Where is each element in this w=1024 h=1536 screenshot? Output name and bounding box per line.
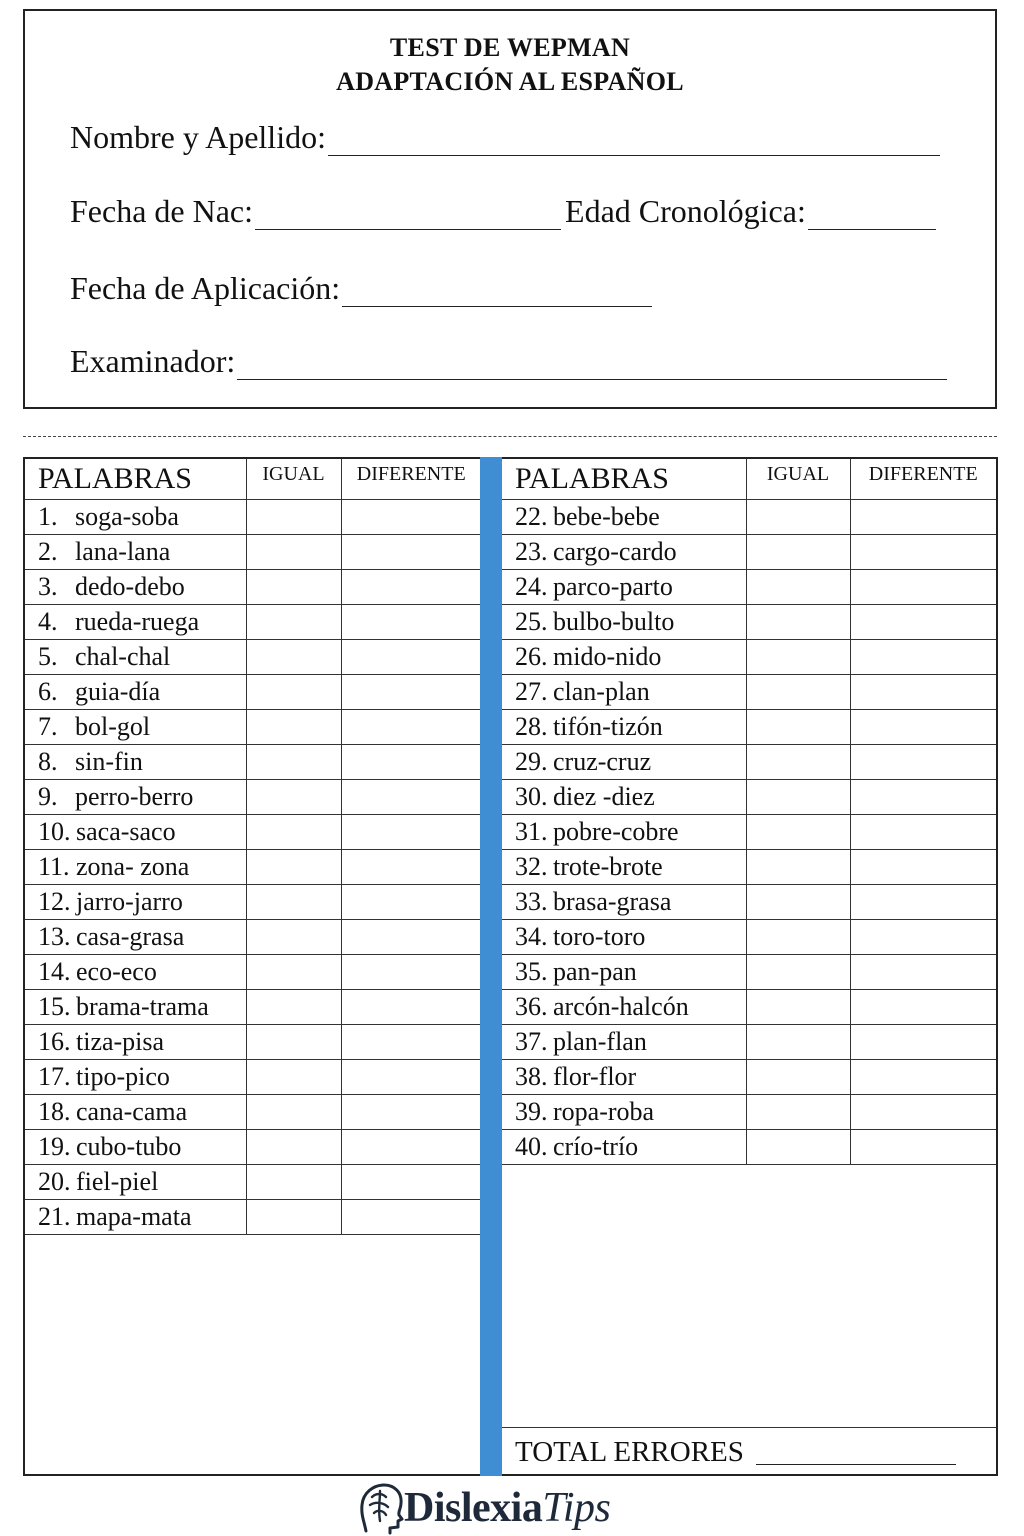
word-pair-cell	[502, 885, 746, 920]
word-pair: rueda-ruega	[75, 607, 200, 636]
table-row	[502, 850, 996, 885]
different-answer-cell[interactable]	[341, 605, 481, 640]
item-number: 26.	[515, 642, 548, 671]
word-pair-cell	[25, 885, 246, 920]
table-header-row	[25, 459, 481, 500]
word-pair: pan-pan	[553, 957, 637, 986]
different-answer-cell[interactable]	[850, 815, 996, 850]
word-pair: trote-brote	[553, 852, 663, 881]
item-number: 7.	[38, 712, 58, 741]
different-answer-cell[interactable]	[850, 780, 996, 815]
item-number: 23.	[515, 537, 548, 566]
name-label: Nombre y Apellido:	[70, 119, 326, 155]
table-row	[25, 1200, 481, 1235]
col-header-words: PALABRAS	[502, 459, 746, 500]
birth-line[interactable]	[255, 199, 561, 230]
table-row	[25, 1165, 481, 1200]
word-pair: flor-flor	[553, 1062, 637, 1091]
word-pair: crío-trío	[553, 1132, 639, 1161]
different-answer-cell[interactable]	[850, 1095, 996, 1130]
word-pair: diez -diez	[553, 782, 655, 811]
table-row	[502, 640, 996, 675]
item-number: 30.	[515, 782, 548, 811]
word-pair-cell	[502, 1095, 746, 1130]
different-answer-cell[interactable]	[341, 955, 481, 990]
different-answer-cell[interactable]	[341, 1060, 481, 1095]
center-divider-bar	[480, 457, 502, 1476]
col-header-same: IGUAL	[746, 459, 850, 500]
same-answer-cell[interactable]	[246, 605, 341, 640]
table-row	[502, 570, 996, 605]
table-row	[502, 1025, 996, 1060]
table-row	[25, 675, 481, 710]
word-pair: jarro-jarro	[76, 887, 183, 916]
different-answer-cell[interactable]	[341, 990, 481, 1025]
table-row	[25, 710, 481, 745]
same-answer-cell[interactable]	[746, 745, 850, 780]
item-number: 16.	[38, 1027, 71, 1056]
table-row	[502, 920, 996, 955]
same-answer-cell[interactable]	[246, 885, 341, 920]
table-row	[25, 640, 481, 675]
different-answer-cell[interactable]	[341, 710, 481, 745]
item-number: 28.	[515, 712, 548, 741]
birth-label: Fecha de Nac:	[70, 193, 254, 229]
word-pair: sin-fin	[75, 747, 143, 776]
same-answer-cell[interactable]	[246, 1200, 341, 1235]
name-line[interactable]	[328, 125, 940, 156]
different-answer-cell[interactable]	[341, 815, 481, 850]
table-row	[502, 500, 996, 535]
same-answer-cell[interactable]	[746, 675, 850, 710]
item-number: 3.	[38, 572, 58, 601]
word-pair-cell	[25, 850, 246, 885]
word-pair: pobre-cobre	[553, 817, 679, 846]
item-number: 5.	[38, 642, 58, 671]
word-pair-cell	[25, 780, 246, 815]
item-number: 20.	[38, 1167, 71, 1196]
word-pair: casa-grasa	[76, 922, 185, 951]
item-number: 32.	[515, 852, 548, 881]
table-row	[25, 1095, 481, 1130]
same-answer-cell[interactable]	[246, 990, 341, 1025]
same-answer-cell[interactable]	[246, 815, 341, 850]
same-answer-cell[interactable]	[746, 1060, 850, 1095]
table-row	[502, 955, 996, 990]
table-row	[502, 885, 996, 920]
different-answer-cell[interactable]	[341, 640, 481, 675]
different-answer-cell[interactable]	[341, 1025, 481, 1060]
item-number: 38.	[515, 1062, 548, 1091]
same-answer-cell[interactable]	[246, 1165, 341, 1200]
total-errors-label: TOTAL ERRORES	[515, 1435, 744, 1468]
different-answer-cell[interactable]	[850, 710, 996, 745]
word-pair: bebe-bebe	[553, 502, 660, 531]
table-row	[25, 570, 481, 605]
same-answer-cell[interactable]	[746, 850, 850, 885]
table-row	[502, 675, 996, 710]
same-answer-cell[interactable]	[746, 710, 850, 745]
item-number: 21.	[38, 1202, 71, 1231]
different-answer-cell[interactable]	[341, 570, 481, 605]
word-pair-cell	[502, 1060, 746, 1095]
same-answer-cell[interactable]	[246, 920, 341, 955]
word-pair-cell	[25, 955, 246, 990]
word-pair: plan-flan	[553, 1027, 647, 1056]
different-answer-cell[interactable]	[341, 745, 481, 780]
word-pair: bol-gol	[75, 712, 151, 741]
word-pair-cell	[25, 570, 246, 605]
different-answer-cell[interactable]	[850, 850, 996, 885]
item-number: 39.	[515, 1097, 548, 1126]
word-pair: tipo-pico	[76, 1062, 170, 1091]
word-pair-cell	[25, 710, 246, 745]
word-pair: cana-cama	[76, 1097, 188, 1126]
word-pair-cell	[502, 1130, 746, 1165]
word-pair: arcón-halcón	[553, 992, 689, 1021]
word-pair: guia-día	[75, 677, 161, 706]
table-row	[25, 885, 481, 920]
item-number: 1.	[38, 502, 58, 531]
col-header-words: PALABRAS	[25, 459, 246, 500]
item-number: 6.	[38, 677, 58, 706]
age-line[interactable]	[808, 199, 936, 230]
word-pair-cell	[25, 990, 246, 1025]
word-pair: ropa-roba	[553, 1097, 655, 1126]
item-number: 36.	[515, 992, 548, 1021]
table-row	[25, 780, 481, 815]
same-answer-cell[interactable]	[746, 1025, 850, 1060]
word-pair: cargo-cardo	[553, 537, 677, 566]
table-row	[25, 1130, 481, 1165]
different-answer-cell[interactable]	[850, 955, 996, 990]
item-number: 29.	[515, 747, 548, 776]
different-answer-cell[interactable]	[850, 605, 996, 640]
word-pair-cell	[502, 1025, 746, 1060]
word-pair: parco-parto	[553, 572, 673, 601]
word-pair-cell	[502, 920, 746, 955]
item-number: 34.	[515, 922, 548, 951]
table-row	[502, 605, 996, 640]
word-pair-cell	[25, 640, 246, 675]
same-answer-cell[interactable]	[246, 570, 341, 605]
word-pair-cell	[502, 745, 746, 780]
table-row	[25, 955, 481, 990]
application-line[interactable]	[342, 276, 652, 307]
word-pair-cell	[502, 850, 746, 885]
item-number: 10.	[38, 817, 71, 846]
word-pair: bulbo-bulto	[553, 607, 675, 636]
table-row	[502, 745, 996, 780]
same-answer-cell[interactable]	[246, 640, 341, 675]
total-errors-line[interactable]	[756, 1440, 956, 1465]
item-number: 35.	[515, 957, 548, 986]
word-pair-cell	[502, 990, 746, 1025]
different-answer-cell[interactable]	[850, 1025, 996, 1060]
head-brain-icon	[358, 1481, 404, 1535]
col-header-same: IGUAL	[246, 459, 341, 500]
left-word-table	[23, 457, 481, 1476]
same-answer-cell[interactable]	[746, 1095, 850, 1130]
word-pair: brama-trama	[76, 992, 209, 1021]
item-number: 13.	[38, 922, 71, 951]
word-pair-cell	[25, 1200, 246, 1235]
different-answer-cell[interactable]	[850, 1130, 996, 1165]
table-row	[25, 815, 481, 850]
examiner-label: Examinador:	[70, 343, 236, 379]
word-pair-cell	[502, 675, 746, 710]
item-number: 17.	[38, 1062, 71, 1091]
same-answer-cell[interactable]	[746, 1130, 850, 1165]
examiner-field	[70, 343, 947, 380]
different-answer-cell[interactable]	[850, 570, 996, 605]
word-pair: saca-saco	[76, 817, 176, 846]
same-answer-cell[interactable]	[746, 605, 850, 640]
same-answer-cell[interactable]	[246, 500, 341, 535]
logo	[358, 1480, 610, 1536]
name-field	[70, 119, 940, 156]
item-number: 15.	[38, 992, 71, 1021]
same-answer-cell[interactable]	[246, 1025, 341, 1060]
same-answer-cell[interactable]	[246, 535, 341, 570]
word-pair-cell	[25, 605, 246, 640]
word-pair: dedo-debo	[75, 572, 185, 601]
same-answer-cell[interactable]	[746, 885, 850, 920]
word-pair-cell	[25, 535, 246, 570]
col-header-different: DIFERENTE	[341, 459, 481, 500]
same-answer-cell[interactable]	[246, 675, 341, 710]
word-pair-cell	[502, 955, 746, 990]
word-pair: zona- zona	[76, 852, 190, 881]
different-answer-cell[interactable]	[341, 535, 481, 570]
item-number: 25.	[515, 607, 548, 636]
item-number: 4.	[38, 607, 58, 636]
same-answer-cell[interactable]	[246, 955, 341, 990]
word-pair: eco-eco	[76, 957, 157, 986]
table-row	[502, 990, 996, 1025]
different-answer-cell[interactable]	[850, 990, 996, 1025]
item-number: 31.	[515, 817, 548, 846]
table-row	[502, 1095, 996, 1130]
word-pair-cell	[502, 500, 746, 535]
word-pair-cell	[502, 605, 746, 640]
cut-line	[23, 436, 997, 437]
logo-wordmark	[404, 1484, 610, 1532]
table-row	[25, 535, 481, 570]
word-pair-cell	[502, 780, 746, 815]
item-number: 24.	[515, 572, 548, 601]
table-row	[502, 710, 996, 745]
item-number: 37.	[515, 1027, 548, 1056]
birth-field	[70, 193, 936, 230]
word-pair-cell	[25, 1165, 246, 1200]
examiner-line[interactable]	[237, 349, 947, 380]
different-answer-cell[interactable]	[341, 850, 481, 885]
different-answer-cell[interactable]	[850, 500, 996, 535]
table-row	[25, 745, 481, 780]
word-pair: mido-nido	[553, 642, 662, 671]
word-pair: mapa-mata	[76, 1202, 192, 1231]
table-row	[502, 1130, 996, 1165]
same-answer-cell[interactable]	[746, 815, 850, 850]
same-answer-cell[interactable]	[746, 570, 850, 605]
item-number: 40.	[515, 1132, 548, 1161]
item-number: 19.	[38, 1132, 71, 1161]
table-row	[25, 920, 481, 955]
different-answer-cell[interactable]	[850, 535, 996, 570]
table-row	[25, 990, 481, 1025]
table-row	[25, 500, 481, 535]
word-pair: brasa-grasa	[553, 887, 672, 916]
table-row	[25, 1060, 481, 1095]
different-answer-cell[interactable]	[341, 780, 481, 815]
table-row	[25, 605, 481, 640]
word-pair: soga-soba	[75, 502, 179, 531]
item-number: 8.	[38, 747, 58, 776]
different-answer-cell[interactable]	[341, 500, 481, 535]
total-errors	[502, 1427, 996, 1476]
different-answer-cell[interactable]	[850, 920, 996, 955]
word-pair-cell	[502, 570, 746, 605]
word-pair-cell	[25, 1025, 246, 1060]
application-label: Fecha de Aplicación:	[70, 270, 341, 306]
word-pair-cell	[502, 640, 746, 675]
different-answer-cell[interactable]	[341, 920, 481, 955]
word-pair-cell	[25, 745, 246, 780]
col-header-different: DIFERENTE	[850, 459, 996, 500]
word-pair: cruz-cruz	[553, 747, 652, 776]
header-box	[23, 9, 997, 409]
word-pair: toro-toro	[553, 922, 646, 951]
item-number: 11.	[38, 852, 70, 881]
same-answer-cell[interactable]	[246, 745, 341, 780]
word-pair: fiel-piel	[76, 1167, 159, 1196]
logo-brand-suffix: Tips	[542, 1485, 611, 1531]
same-answer-cell[interactable]	[746, 955, 850, 990]
table-row	[502, 1060, 996, 1095]
word-pair: chal-chal	[75, 642, 171, 671]
table-row	[502, 780, 996, 815]
same-answer-cell[interactable]	[246, 710, 341, 745]
different-answer-cell[interactable]	[850, 1060, 996, 1095]
same-answer-cell[interactable]	[246, 850, 341, 885]
same-answer-cell[interactable]	[746, 500, 850, 535]
item-number: 33.	[515, 887, 548, 916]
same-answer-cell[interactable]	[246, 780, 341, 815]
different-answer-cell[interactable]	[341, 885, 481, 920]
word-pair-cell	[25, 920, 246, 955]
word-pair: cubo-tubo	[76, 1132, 182, 1161]
table-row	[25, 850, 481, 885]
word-pair-cell	[502, 815, 746, 850]
same-answer-cell[interactable]	[746, 920, 850, 955]
same-answer-cell[interactable]	[746, 990, 850, 1025]
table-header-row	[502, 459, 996, 500]
word-pair: perro-berro	[75, 782, 194, 811]
same-answer-cell[interactable]	[246, 1130, 341, 1165]
item-number: 18.	[38, 1097, 71, 1126]
test-title: TEST DE WEPMAN	[389, 33, 631, 62]
different-answer-cell[interactable]	[850, 885, 996, 920]
same-answer-cell[interactable]	[746, 640, 850, 675]
item-number: 27.	[515, 677, 548, 706]
different-answer-cell[interactable]	[341, 675, 481, 710]
word-pair-cell	[502, 710, 746, 745]
word-pair: tifón-tizón	[553, 712, 663, 741]
different-answer-cell[interactable]	[850, 745, 996, 780]
application-field	[70, 270, 652, 307]
different-answer-cell[interactable]	[341, 1130, 481, 1165]
word-pair: clan-plan	[553, 677, 650, 706]
item-number: 9.	[38, 782, 58, 811]
different-answer-cell[interactable]	[850, 675, 996, 710]
word-pair-cell	[25, 815, 246, 850]
table-row	[502, 815, 996, 850]
same-answer-cell[interactable]	[246, 1060, 341, 1095]
word-pair-cell	[25, 1130, 246, 1165]
item-number: 14.	[38, 957, 71, 986]
different-answer-cell[interactable]	[850, 640, 996, 675]
same-answer-cell[interactable]	[246, 1095, 341, 1130]
different-answer-cell[interactable]	[341, 1165, 481, 1200]
word-pair-cell	[25, 675, 246, 710]
test-subtitle: ADAPTACIÓN AL ESPAÑOL	[336, 67, 684, 96]
word-pair-cell	[502, 535, 746, 570]
word-pair-cell	[25, 500, 246, 535]
right-word-table	[502, 457, 998, 1476]
word-pair-cell	[25, 1095, 246, 1130]
different-answer-cell[interactable]	[341, 1095, 481, 1130]
same-answer-cell[interactable]	[746, 535, 850, 570]
logo-brand: Dislexia	[404, 1485, 543, 1531]
same-answer-cell[interactable]	[746, 780, 850, 815]
word-pair: lana-lana	[75, 537, 171, 566]
item-number: 2.	[38, 537, 58, 566]
age-label: Edad Cronológica:	[565, 193, 806, 229]
table-row	[502, 535, 996, 570]
item-number: 12.	[38, 887, 71, 916]
word-pair-cell	[25, 1060, 246, 1095]
table-row	[25, 1025, 481, 1060]
word-pair: tiza-pisa	[76, 1027, 165, 1056]
item-number: 22.	[515, 502, 548, 531]
different-answer-cell[interactable]	[341, 1200, 481, 1235]
